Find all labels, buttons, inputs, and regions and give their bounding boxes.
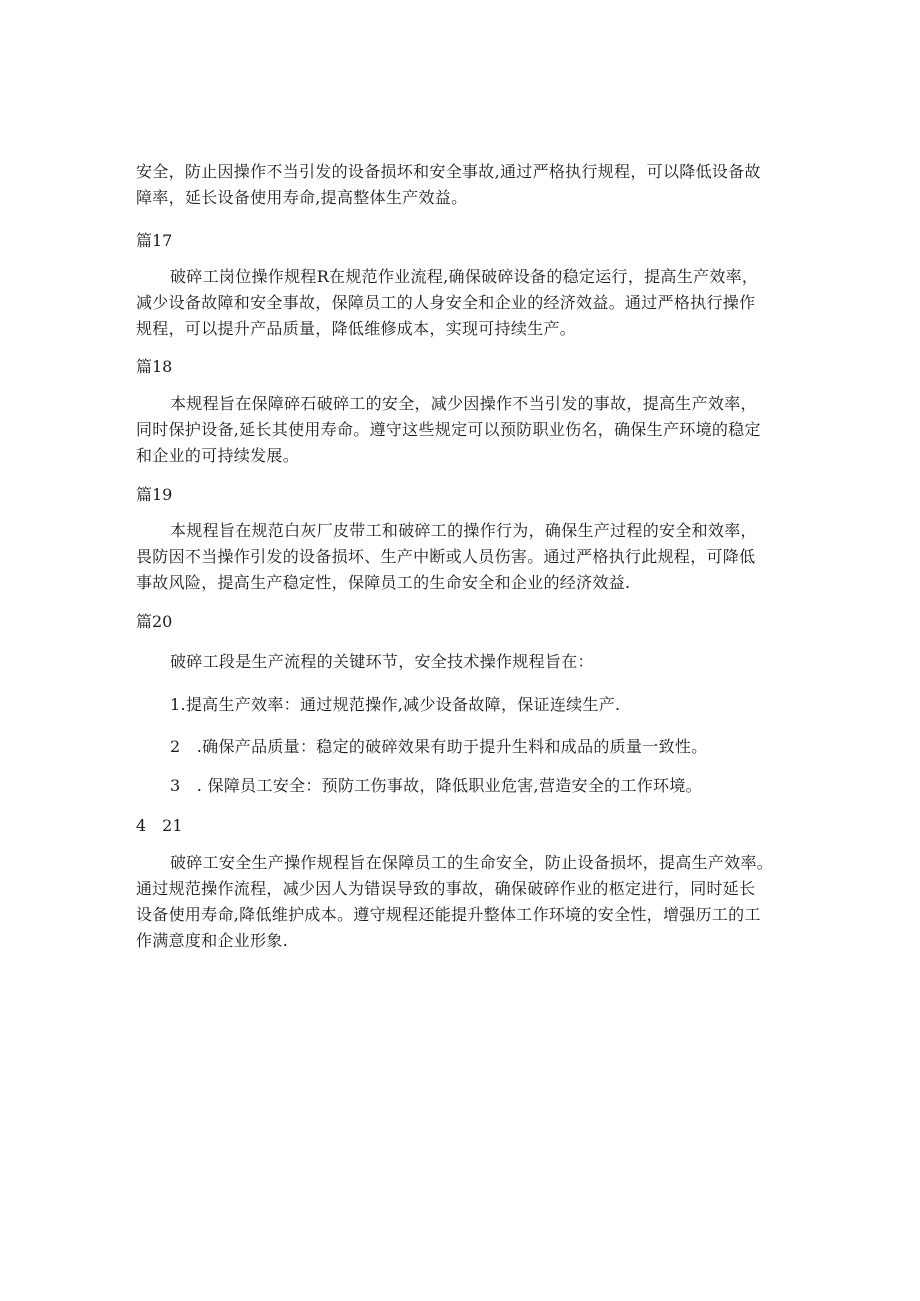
text-line: 破碎工安全生产操作规程旨在保障员工的生命安全，防止设备损坏，提高生产效率。 [170, 853, 774, 872]
text-line: 事故风险，提高生产稳定性，保障员工的生命安全和企业的经济效益. [136, 573, 631, 592]
text-line: 本规程旨在保障碎石破碎工的安全，减少因操作不当引发的事故，提高生产效率， [170, 394, 757, 413]
section-21-paragraph [136, 850, 796, 954]
section-19-heading: 篇19 [136, 485, 173, 504]
text-line: 破碎工岗位操作规程R在规范作业流程,确保破碎设备的稳定运行，提高生产效率， [170, 267, 759, 286]
section-16-tail-paragraph [136, 159, 796, 211]
text-line: 同时保护设备,延长其使用寿命。遵守这些规定可以预防职业伤名，确保生产环境的稳定 [136, 420, 761, 439]
section-18-heading: 篇18 [136, 357, 173, 376]
text-line: 规程，可以提升产品质量，降低维修成本，实现可持续生产。 [136, 319, 577, 338]
text-line: 障率，延长设备使用寿命,提高整体生产效益。 [136, 188, 468, 207]
section-19-paragraph [136, 518, 796, 596]
section-20-item-1: 1.提高生产效率：通过规范操作,减少设备故障，保证连续生产. [170, 695, 621, 714]
section-17-paragraph [136, 264, 796, 342]
text-line: 安全，防止因操作不当引发的设备损坏和安全事故,通过严格执行规程，可以降低设备故 [136, 162, 761, 181]
text-line: 本规程旨在规范白灰厂皮带工和破碎工的操作行为，确保生产过程的安全和效率， [170, 521, 757, 540]
section-20-intro: 破碎工段是生产流程的关键环节，安全技术操作规程旨在： [170, 652, 594, 671]
section-20-item-3: 3 . 保障员工安全：预防工伤事故，降低职业危害,营造安全的工作环境。 [170, 776, 702, 795]
text-line: 和企业的可持续发展。 [136, 446, 300, 465]
section-20-heading: 篇20 [136, 612, 173, 631]
section-18-paragraph [136, 391, 796, 469]
text-line: 畏防因不当操作引发的设备损坏、生产中断或人员伤害。通过严格执行此规程，可降低 [136, 547, 756, 566]
text-line: 减少设备故障和安全事故，保障员工的人身安全和企业的经济效益。通过严格执行操作 [136, 293, 756, 312]
section-20-item-2: 2 .确保产品质量：稳定的破碎效果有助于提升生料和成品的质量一致性。 [170, 737, 708, 756]
section-21-heading: 4 21 [136, 816, 183, 835]
section-17-heading: 篇17 [136, 231, 173, 250]
text-line: 通过规范操作流程，减少因人为错误导致的事故，确保破碎作业的柩定进行，同时延长 [136, 879, 756, 898]
text-line: 作满意度和企业形象. [136, 931, 289, 950]
text-line: 设备使用寿命,降低维护成本。遵守规程还能提升整体工作环境的安全性，增强历工的工 [136, 905, 761, 924]
